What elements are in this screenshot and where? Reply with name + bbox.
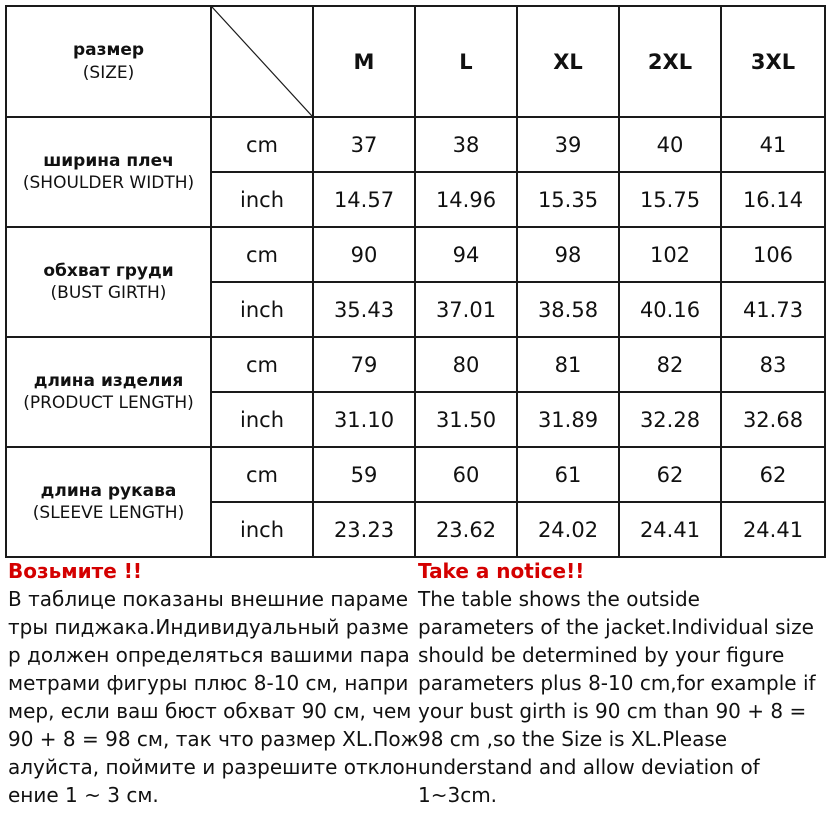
label-en: (SLEEVE LENGTH) — [32, 503, 185, 523]
value-cell: 41 — [721, 117, 825, 172]
value-cell: 90 — [313, 227, 415, 282]
table-row — [6, 117, 825, 172]
value-cell: 82 — [619, 337, 721, 392]
value-cell: 38.58 — [517, 282, 619, 337]
unit-cm: cm — [211, 337, 313, 392]
notice-line: The table shows the outside — [418, 587, 700, 611]
label-en: (BUST GIRTH) — [50, 283, 167, 303]
value-cell: 81 — [517, 337, 619, 392]
notice-line: your bust girth is 90 cm than 90 + 8 = — [418, 699, 807, 723]
value-cell: 39 — [517, 117, 619, 172]
value-cell: 15.75 — [619, 172, 721, 227]
table-row — [6, 337, 825, 392]
size-chart-table — [5, 5, 824, 557]
unit-cm: cm — [211, 447, 313, 502]
size-header-2xl: 2XL — [619, 6, 721, 117]
value-cell: 62 — [721, 447, 825, 502]
value-cell: 31.10 — [313, 392, 415, 447]
value-cell: 41.73 — [721, 282, 825, 337]
value-cell: 35.43 — [313, 282, 415, 337]
value-cell: 14.57 — [313, 172, 415, 227]
value-cell: 24.02 — [517, 502, 619, 557]
size-label-ru: размер — [72, 40, 145, 61]
value-cell: 37 — [313, 117, 415, 172]
measurement-label-length — [6, 337, 211, 447]
value-cell: 62 — [619, 447, 721, 502]
notice-title-en: Take a notice!! — [418, 559, 585, 583]
size-header-3xl: 3XL — [721, 6, 825, 117]
header-row — [6, 6, 825, 117]
value-cell: 24.41 — [619, 502, 721, 557]
unit-inch: inch — [211, 282, 313, 337]
notice-line: should be determined by your figure — [418, 643, 785, 667]
value-cell: 31.50 — [415, 392, 517, 447]
table-row — [6, 447, 825, 502]
value-cell: 80 — [415, 337, 517, 392]
label-ru: ширина плеч — [43, 150, 174, 171]
measurement-label-sleeve — [6, 447, 211, 557]
notice-line: В таблице показаны внешние параме — [8, 587, 409, 611]
notice-line: алуйста, поймите и разрешите отклон — [8, 755, 418, 779]
value-cell: 23.62 — [415, 502, 517, 557]
label-ru: длина рукава — [40, 480, 177, 501]
value-cell: 32.28 — [619, 392, 721, 447]
value-cell: 59 — [313, 447, 415, 502]
notice-line: parameters plus 8-10 cm,for example if — [418, 671, 816, 695]
unit-inch: inch — [211, 172, 313, 227]
value-cell: 23.23 — [313, 502, 415, 557]
notice-en — [418, 558, 823, 809]
value-cell: 31.89 — [517, 392, 619, 447]
value-cell: 106 — [721, 227, 825, 282]
value-cell: 98 — [517, 227, 619, 282]
unit-cm: cm — [211, 227, 313, 282]
notice-line: 98 cm ,so the Size is XL.Please — [418, 727, 728, 751]
value-cell: 16.14 — [721, 172, 825, 227]
measurement-label-bust — [6, 227, 211, 337]
value-cell: 24.41 — [721, 502, 825, 557]
size-header-l: L — [415, 6, 517, 117]
value-cell: 40.16 — [619, 282, 721, 337]
label-ru: обхват груди — [43, 260, 174, 281]
value-cell: 60 — [415, 447, 517, 502]
value-cell: 102 — [619, 227, 721, 282]
value-cell: 38 — [415, 117, 517, 172]
label-en: (PRODUCT LENGTH) — [23, 393, 194, 413]
value-cell: 40 — [619, 117, 721, 172]
notice-line: 90 + 8 = 98 см, так что размер XL.Пож — [8, 727, 419, 751]
notice-line: тры пиджака.Индивидуальный разме — [8, 615, 409, 639]
size-header-m: M — [313, 6, 415, 117]
notice-line: 1~3cm. — [418, 783, 498, 807]
diagonal-corner-cell — [211, 6, 313, 117]
value-cell: 79 — [313, 337, 415, 392]
notice-line: understand and allow deviation of — [418, 755, 760, 779]
value-cell: 14.96 — [415, 172, 517, 227]
notice-line: ение 1 ~ 3 см. — [8, 783, 159, 807]
size-corner-label — [6, 6, 211, 117]
diagonal-line — [212, 7, 312, 116]
measurement-label-shoulder — [6, 117, 211, 227]
notice-line: parameters of the jacket.Individual size — [418, 615, 814, 639]
value-cell: 15.35 — [517, 172, 619, 227]
notice-line: метрами фигуры плюс 8-10 см, напри — [8, 671, 409, 695]
value-cell: 94 — [415, 227, 517, 282]
notice-line: мер, если ваш бюст обхват 90 см, чем — [8, 699, 412, 723]
value-cell: 83 — [721, 337, 825, 392]
size-header-xl: XL — [517, 6, 619, 117]
label-ru: длина изделия — [33, 370, 184, 391]
label-en: (SHOULDER WIDTH) — [22, 173, 195, 193]
value-cell: 37.01 — [415, 282, 517, 337]
notice-title-ru: Возьмите !! — [8, 559, 142, 583]
value-cell: 61 — [517, 447, 619, 502]
value-cell: 32.68 — [721, 392, 825, 447]
size-label-en: (SIZE) — [82, 62, 135, 83]
notice-line: р должен определяться вашими пара — [8, 643, 410, 667]
unit-cm: cm — [211, 117, 313, 172]
unit-inch: inch — [211, 392, 313, 447]
unit-inch: inch — [211, 502, 313, 557]
notice-ru — [8, 558, 419, 809]
table-row — [6, 227, 825, 282]
